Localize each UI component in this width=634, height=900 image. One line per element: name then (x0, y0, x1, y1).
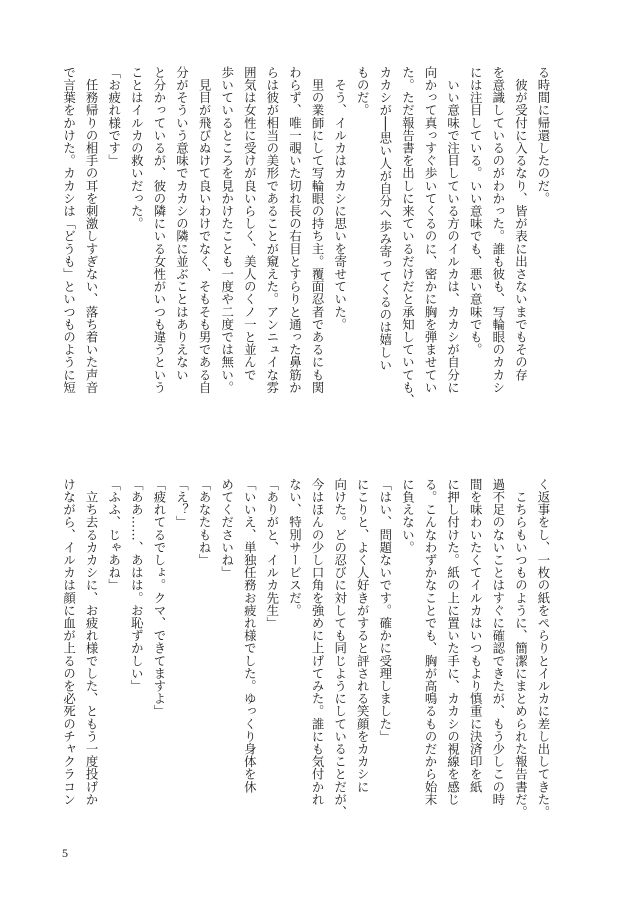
text-line: 彼が受付に入るなり、皆が表に出さないまでもその存 (513, 66, 529, 381)
text-line: らは彼が相当の美形であることが窺えた。アンニュイな雰 (264, 66, 280, 394)
text-line: 任務帰りの相手の耳を刺激しすぎない、落ち着いた声音 (84, 66, 100, 394)
text-line: 「ふふ、じゃあね」 (106, 478, 122, 592)
text-line: る。こんなわずかなことでも、胸が高鳴るものだから始末 (423, 478, 439, 806)
text-line: カカシが──思い人が自分へ歩み寄ってくるのは嬉しい (377, 66, 393, 372)
text-line: 過不足のないことはすぐに確認できたが、もう少しこの時 (490, 478, 506, 806)
text-line: と分かっているが、彼の隣にいる女性がいつも違うという (151, 66, 167, 394)
text-line: 里の業師にして写輪眼の持ち主。覆面忍者であるにも関 (310, 66, 326, 394)
text-line: 「いいえ、単独任務お疲れ様でした。ゆっくり身体を休 (242, 478, 258, 793)
text-line: 見目が飛びぬけて良いわけでなく、そもそも男である自 (197, 66, 213, 394)
text-line: 「はい、問題ないです。確かに受理しました」 (377, 478, 393, 743)
text-line: めてくださいね」 (219, 478, 235, 579)
text-line: 向かって真っすぐ歩いてくるのに、密かに胸を弾ませてい (423, 66, 439, 394)
text-line: 今はほんの少し口角を強めに上げてみた。誰にも気付かれ (310, 478, 326, 806)
text-line: く返事をし、一枚の紙をぺらりとイルカに差し出してきた。 (536, 478, 551, 819)
page-number: 5 (62, 846, 68, 860)
lower-text-block (61, 478, 554, 850)
text-line: 「疲れてるでしょ。クマ、できてますよ」 (151, 478, 167, 718)
text-line: ことはイルカの救いだった。 (129, 66, 145, 230)
text-line: 「お疲れ様です」 (106, 66, 122, 167)
text-line: ものだ。 (355, 66, 371, 117)
text-line: 歩いているところを見かけたことも一度や二度では無い。 (219, 66, 235, 394)
text-line: 分がそういう意味でカカシの隣に並ぶことはありえない (174, 66, 190, 381)
text-line: いい意味で注目している方のイルカは、カカシが自分に (445, 66, 461, 394)
text-line: 間を味わいたくてイルカはいつもより慎重に決済印を紙 (468, 478, 484, 793)
text-line: た。ただ報告書を出しに来ているだけだと承知していても、 (400, 66, 416, 407)
text-line: わらず、唯一覗いた切れ長の右目とすらりと通った鼻筋か (287, 66, 303, 394)
text-line: こちらもいつものように、簡潔にまとめられた報告書だ。 (513, 478, 529, 819)
text-line: 立ち去るカカシに、お疲れ様でした、ともう一度投げか (84, 478, 100, 806)
text-line: 「ありがと、イルカ先生」 (264, 478, 280, 630)
text-line: 向けた。どの忍びに対しても同じようにしていることだが、 (332, 478, 348, 819)
text-line: けながら、イルカは顔に血が上るのを必死のチャクラコン (61, 478, 77, 806)
text-line: には注目している。いい意味でも、悪い意味でも。 (468, 66, 484, 356)
text-line: る時間に帰還したのだ。 (536, 66, 551, 205)
text-line: 「あなたもね」 (197, 478, 213, 567)
text-line: にこりと、よく人好きがすると評される笑顔をカカシに (355, 478, 371, 793)
text-line: 「え？」 (174, 478, 190, 529)
text-line: そう、イルカはカカシに思いを寄せていた。 (332, 66, 348, 331)
text-line: 「ああ……、あはは。お恥ずかしい」 (129, 478, 145, 693)
text-line: に負えない。 (400, 478, 416, 554)
upper-text-block (61, 66, 554, 438)
text-line: に押し付けた。紙の上に置いた手に、カカシの視線を感じ (445, 478, 461, 806)
text-line: 囲気は女性に受けが良いらしく、美人のくノ一と並んで (242, 66, 258, 381)
text-line: ない、特別サービスだ。 (287, 478, 303, 617)
text-line: で言葉をかけた。カカシは「どうも」といつものように短 (61, 66, 77, 394)
text-line: を意識しているのがわかった。誰も彼も、写輪眼のカカシ (490, 66, 506, 394)
